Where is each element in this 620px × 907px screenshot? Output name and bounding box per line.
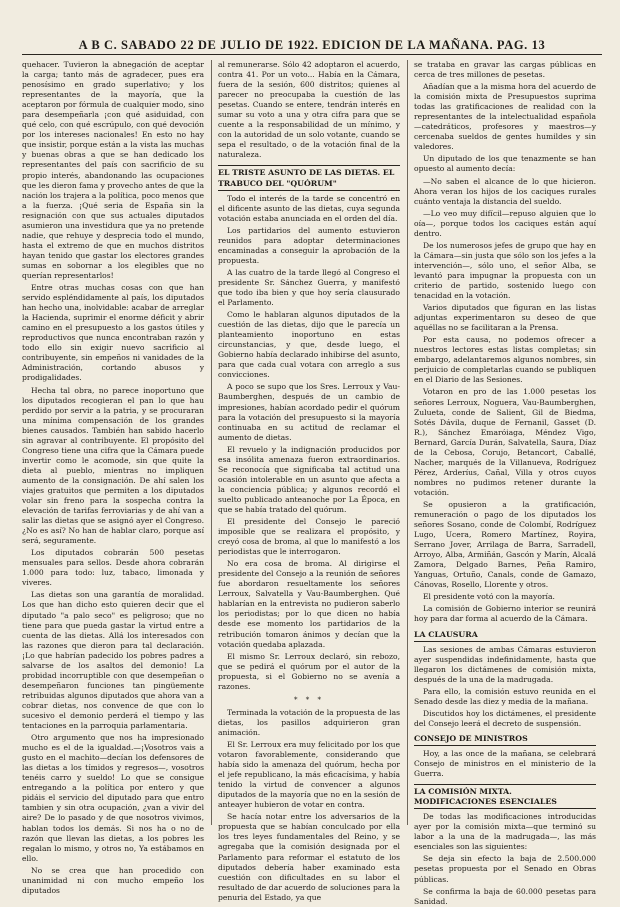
paragraph: El mismo Sr. Lerroux declaró, sin rebozo, que se pedirá el quórum por el autor de la propuesta, si el Gobierno no se avenía a razones. <box>218 651 400 691</box>
paragraph: —No saben el alcance de lo que hicieron. Ahora veran los hijos de los caciques rurales cuánto ventaja la distancia del sueldo. <box>414 176 596 206</box>
column-rule <box>211 60 212 825</box>
paragraph: Votaron en pro de las 1.000 pesetas los señores Lerroux, Noguera, Vau-Baumberghen, Zulueta, conde de Salient, Gil de Biedma, Sotés Dávila, duque de Fernanil, Gasset (D. R.), Sánchez Emaróiaga, Méndez Vigo, Bernard, García Durán, Salvatella, Saura, Díaz de la Cebosa, Corujo, Betancort, Caballé, Nacher, marqués de la Villanueva, Rodríguez Pérez, Arderíus, Cañal, Villa y otros cuyos nombres no pudimos retener durante la votación. <box>414 387 596 497</box>
section-heading: LA COMISIÓN MIXTA. MODIFICACIONES ESENCIALES <box>414 784 596 809</box>
paragraph: De los numerosos jefes de grupo que hay en la Cámara—sin justa que sólo son los jefes a la intervención—, sólo uno, el señor Alba, se levantó para impugnar la propuesta con un criterio de partido, sostenido luego con tenacidad en la votación. <box>414 240 596 301</box>
paragraph: A poco se supo que los Sres. Lerroux y Vau-Baumberghen, después de un cambio de impresiones, habían acordado pedir el quórum para la votación del presupuesto si la mayoría continuaba en su actitud de reclamar el aumento de dietas. <box>218 382 400 442</box>
section-heading: EL TRISTE ASUNTO DE LAS DIETAS. EL TRABUCO DEL "QUÓRUM" <box>218 165 400 190</box>
paragraph: Hecha tal obra, no parece inoportuno que los diputados recogieran el pan lo que hau perdido por servir a la patria, y se procuraran una mínima compensación de los grandes bienes causados. También han sabido hacerlo sin agravar al contribuyente. El propósito del Congreso tiene una cifra que la Cámara puede invertir como le acomode, sin que quite la dieta al pueblo, mientras no impliquen aumento de la consignación. De ahí salen los viajes gratuitos que permiten a los diputados volar sin freno para la sospecha contra la elevación de tarifas ferroviarias y de ahí van a salir las dietas que se asignó ayer el Congreso. ¿No es así? No han de hablar claro, porque así será, seguramente. <box>22 385 204 546</box>
paragraph: al remunerarse. Sólo 42 adoptaron el acuerdo, contra 41. Por un voto... Había en la Cámara, fuera de la sesión, 600 distritos; quienes al parecer no preocupaba la cuestión de las pesetas. Cuando se entere, tendrán interés en sumar su voto a una y otra cifra para que se cuente a la responsabilidad de un mínimo, y con la autoridad de un solo votante, cuando se sepa el resultado, o de la votación final de la naturaleza. <box>218 60 400 160</box>
paragraph: Discutidos hoy los dictámenes, el presidente del Consejo leerá el decreto de suspensión. <box>414 708 596 728</box>
paragraph: Para ello, la comisión estuvo reunida en el Senado desde las diez y media de la mañana. <box>414 686 596 706</box>
paragraph: Otro argumento que nos ha impresionado mucho es el de la igualdad.—¡Vosotros vais a gusto en el machito—decían los defensores de las dietas a los tímidos y regresos—, vosotros tenéis carro y sueldo! Lo que se consigue entregando a la política por entero y que pidáis el servicio del diputado para que entro tambien y sin otra ocupación, ¿van a vivir del aire? De lo pasado y de que nosotros vivimos, hablan todos los demás. Si nos ha o no de razón que llevan las dietas, a los pobres les regalan lo mismo, y otros no, Ya estábamos en ello. <box>22 733 204 863</box>
section-heading: LA CLAUSURA <box>414 630 596 642</box>
paragraph: Un diputado de los que tenazmente se han opuesto al aumento decía: <box>414 154 596 174</box>
paragraph: Se hacía notar entre los adversarios de la propuesta que se habían conculcado por ella los tres leyes fundamentales del Reino, y se agregaba que la comisión designada por el Parlamento para reformar el estatuto de los diputados debería haber examinado esta cuestión con dificultades en su labor el resultado de dar acuerdo de soluciones para la penuria del Estado, ya que <box>218 812 400 902</box>
separator-rule: * * * <box>294 695 324 704</box>
paragraph: Hoy, a las once de la mañana, se celebrará Consejo de ministros en el ministerio de la Guerra. <box>414 749 596 779</box>
paragraph: El presidente del Consejo le pareció imposible que se realizara el propósito, y creyó cosa de broma, al que lo manifestó a los periodistas que le interrogaron. <box>218 517 400 557</box>
paragraph: —Lo veo muy difícil—repuso alguien que lo oía—, porque todos los caciques están aquí dentro. <box>414 208 596 238</box>
paragraph: Como le hablaran algunos diputados de la cuestión de las dietas, dijo que le parecía un planteamiento inoportuno en estas circunstancias, y que, desde luego, el Gobierno había declarado inhibirse del asunto, para que cada cual votara con arreglo a sus convicciones. <box>218 310 400 380</box>
paragraph: Por esta causa, no podemos ofrecer a nuestros lectores estas listas completas; sin embargo, adelantaremos algunos nombres, sin perjuicio de completarlas cuando se publiquen en el Diario de las Sesiones. <box>414 335 596 385</box>
paragraph: Las sesiones de ambas Cámaras estuvieron ayer suspendidas indefinidamente, hasta que llegaron los dictámenes de comisión mixta, después de la una de la madrugada. <box>414 644 596 684</box>
paragraph: se trataba en gravar las cargas públicas en cerca de tres millones de pesetas. <box>414 60 596 80</box>
paragraph: Añadían que a la misma hora del acuerdo de la comisión mixta de Presupuestos suprima todas las gratificaciones de realidad con la representantes de la intelectualidad española—catedráticos, profesores y maestros—y cercenaba sueldos de gentes humildes y sin valedores. <box>414 82 596 152</box>
paragraph: Varios diputados que figuran en las listas adjuntas experimentaron su deseo de que aquéllas no se facilitaran a la Prensa. <box>414 303 596 333</box>
paragraph: No se crea que han procedido con unanimidad ni con mucho empeño los diputados <box>22 865 204 895</box>
paragraph: No era cosa de broma. Al dirigirse el presidente del Consejo a la reunión de señores fue abordaron resueltamente los señores Lerroux, Salvatella y Vau-Baumberghen. Qué hablarían en la entrevista no pudieron saberlo los periodistas; por lo que dicen no había desde ese momento los partidarios de la retribución tomaron ánimos y decían que la votación quedaba aplazada. <box>218 559 400 649</box>
paragraph: El revuelo y la indignación producidos por esa insólita amenaza fueron extraordinarios. Se reconocía que significaba tal actitud una ocasión intolerable en un asunto que afecta a la conciencia pública; y algunos recordó el suelto publicado anteanoche por La Época, en que se había tratado del quórum. <box>218 444 400 514</box>
paragraph: quehacer. Tuvieron la abnegación de aceptar la carga; tanto más de agradecer, pues era penosísimo en grado superlativo; y los representantes de la mayoría, que la aceptaron por fórmula de cualquier modo, sino para desempeñarla ¡con qué asiduidad, con qué celo, con qué escrúpulo, con qué devoción por los intereses nacionales! En esto no hay que insistir, porque están a la vista las muchas y buenas obras a que se han dedicado los representantes del país con sacrificio de su propio interés, abandonando las ocupaciones que les dieron fama y provecho antes de que la nación los trajera a la política, poco menos que a la fuerza. ¡Qué seria de España sin la resignación con que sus actuales diputados asumieron una investidura que ya no pretende nadie, que rehuye y desprecia todo el mundo, hasta el extremo de que en muchos distritos hayan tenido que gastar los electores grandes sumas en sobornar a los elegibles que no querían representarlos! <box>22 60 205 280</box>
column-2 <box>218 60 400 902</box>
paragraph: Se opusieron a la gratificación, remuneración o pago de los diputados los señores Sosano, conde de Colombí, Rodríguez Lugo, Ucera, Romero Martínez, Royira, Serrano Jover, Arrilaga de Barra, Sarradell, Arroyo, Alba, Armiñán, Gascón y Marín, Alcalá Zamora, Delgado Barnes, Peña Ramiro, Yanguas, Ortuño, Canals, conde de Gamazo, Cánovas, Rosello, Llorente y otros. <box>414 499 596 590</box>
page-header: A B C. SABADO 22 DE JULIO DE 1922. EDICION DE LA MAÑANA. PAG. 13 <box>22 38 602 55</box>
paragraph: Se deja sin efecto la baja de 2.500.000 pesetas propuesta por el Senado en Obras públicas. <box>414 854 596 884</box>
paragraph: Se confirma la baja de 60.000 pesetas para Sanidad. <box>414 886 596 906</box>
paragraph: A las cuatro de la tarde llegó al Congreso el presidente Sr. Sánchez Guerra, y manifestó que todo iba bien y que hoy sería clausurado el Parlamento. <box>218 267 400 308</box>
paragraph: Las dietas son una garantía de moralidad. Los que han dicho esto quieren decir que el diputado "a palo seco" es peligroso; que no tiene para que pueda gastar la virtud entre a cuenta de las dietas. Allá los interesados con las razones que dieron para tal declaración. ¡Lo que habrían padecido los pobres padres a salvarse de los asaltos del demonio! La probidad incorruptible con que desempeñan o desempeñaron funciones tan pingüemente retribuidas algunos diputados que ahora van a cobrar dietas, nos convence de que con lo sucesivo el demonio perderá el tiempo y las tentaciones en la parroquia parlamentaria. <box>22 590 204 731</box>
column-1 <box>22 60 205 895</box>
paragraph: Los diputados cobrarán 500 pesetas mensuales para sellos. Desde ahora cobrarán 1.000 para todo: luz, tabaco, limonada y viveres. <box>22 548 204 588</box>
paragraph: Los partidarios del aumento estuvieron reunidos para adoptar determinaciones encaminadas a conseguir la aprobación de la propuesta. <box>218 225 400 265</box>
paragraph: La comisión de Gobierno interior se reunirá hoy para dar forma al acuerdo de la Cámara. <box>414 604 596 624</box>
paragraph: Todo el interés de la tarde se concentró en el dificente asunto de las dietas, cuya segunda votación estaba anunciada en el orden del día. <box>218 193 400 223</box>
column-3 <box>414 60 596 906</box>
paragraph: El Sr. Lerroux era muy felicitado por los que votaron favorablemente, considerando que había sido la amenaza del quórum, hecha por el jefe republicano, la más eficacísima, y había tenido la virtud de convencer a algunos diputados de la mayoría que no en la sesión de anteayer hubieron de votar en contra. <box>218 740 400 810</box>
paragraph: Terminada la votación de la propuesta de las dietas, los pasillos adquirieron gran animación. <box>218 707 400 737</box>
paragraph: El presidente votó con la mayoría. <box>423 592 555 602</box>
paragraph: De todas las modificaciones introducidas ayer por la comisión mixta—que terminó su labor a la una de la madrugada—, las más esenciales son las siguientes: <box>414 812 596 852</box>
newspaper-page <box>22 38 602 906</box>
section-heading: CONSEJO DE MINISTROS <box>414 734 596 746</box>
column-rule <box>407 60 408 825</box>
paragraph: Entre otras muchas cosas con que han servido espléndidamente al país, los diputados han hecho una, inolvidable: acabar de arreglar la Hacienda, suprimir el enorme déficit y abrir camino en el presupuesto a los gastos útiles y reproductivos que nunca encontraban razón y todo ello sin exigir nuevo sacrificio al contribuyente, sin empeños ni vanidades de la Administración, cortando abusos y prodigalidades. <box>22 283 204 383</box>
